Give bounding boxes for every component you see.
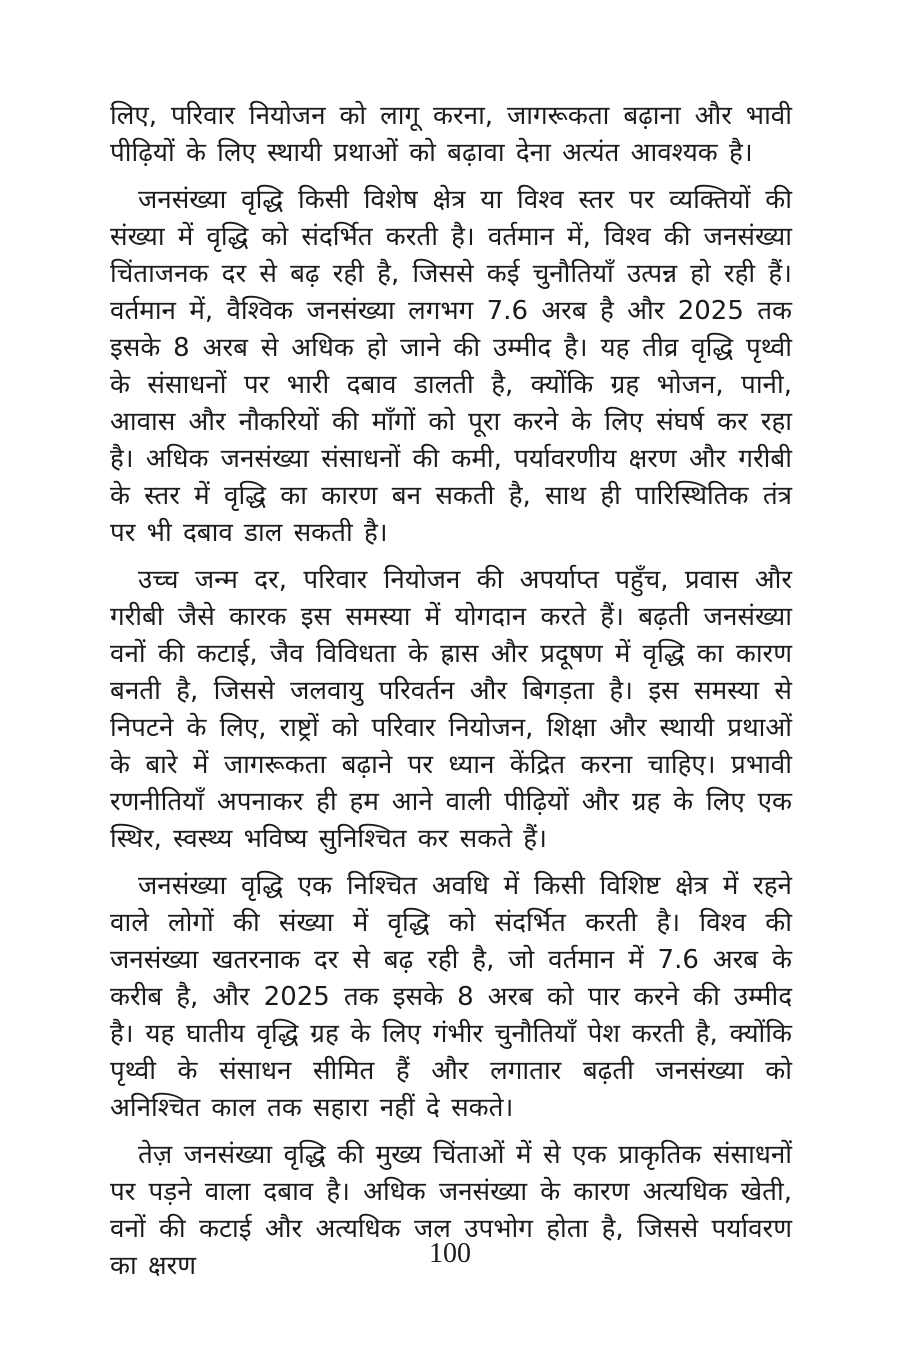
paragraph-continuation: लिए, परिवार नियोजन को लागू करना, जागरूकता बढ़ाना और भावी पीढ़ियों के लिए स्थायी प्रथाओं को बढ़ावा देना अत्यंत आवश्यक है। [110, 101, 792, 168]
text-body [110, 98, 792, 1295]
page-number: 100 [429, 1238, 471, 1269]
paragraph-population-growth-definition: जनसंख्या वृद्धि किसी विशेष क्षेत्र या विश्व स्तर पर व्यक्तियों की संख्या में वृद्धि को संदर्भित करती है। वर्तमान में, विश्व की जनसंख्या चिंताजनक दर से बढ़ रही है, जिससे कई चुनौतियाँ उत्पन्न हो रही हैं। वर्तमान में, वैश्विक जनसंख्या लगभग 7.6 अरब है और 2025 तक इसके 8 अरब से अधिक हो जाने की उम्मीद है। यह तीव्र वृद्धि पृथ्वी के संसाधनों पर भारी दबाव डालती है, क्योंकि ग्रह भोजन, पानी, आवास और नौकरियों की माँगों को पूरा करने के लिए संघर्ष कर रहा है। अधिक जनसंख्या संसाधनों की कमी, पर्यावरणीय क्षरण और गरीबी के स्तर में वृद्धि का कारण बन सकती है, साथ ही पारिस्थितिक तंत्र पर भी दबाव डाल सकती है। [110, 185, 792, 548]
paragraph-resource-pressure: तेज़ जनसंख्या वृद्धि की मुख्य चिंताओं में से एक प्राकृतिक संसाधनों पर पड़ने वाला दबाव है। अधिक जनसंख्या के कारण अत्यधिक खेती, वनों की कटाई और अत्यधिक जल उपभोग होता है, जिससे पर्यावरण का क्षरण [110, 1140, 792, 1281]
paragraph-causes-and-strategies: उच्च जन्म दर, परिवार नियोजन की अपर्याप्त पहुँच, प्रवास और गरीबी जैसे कारक इस समस्या में योगदान करते हैं। बढ़ती जनसंख्या वनों की कटाई, जैव विविधता के ह्रास और प्रदूषण में वृद्धि का कारण बनती है, जिससे जलवायु परिवर्तन और बिगड़ता है। इस समस्या से निपटने के लिए, राष्ट्रों को परिवार नियोजन, शिक्षा और स्थायी प्रथाओं के बारे में जागरूकता बढ़ाने पर ध्यान केंद्रित करना चाहिए। प्रभावी रणनीतियाँ अपनाकर ही हम आने वाली पीढ़ियों और ग्रह के लिए एक स्थिर, स्वस्थ्य भविष्य सुनिश्चित कर सकते हैं। [110, 565, 792, 854]
paragraph-exponential-growth: जनसंख्या वृद्धि एक निश्चित अवधि में किसी विशिष्ट क्षेत्र में रहने वाले लोगों की संख्या में वृद्धि को संदर्भित करती है। विश्व की जनसंख्या खतरनाक दर से बढ़ रही है, जो वर्तमान में 7.6 अरब के करीब है, और 2025 तक इसके 8 अरब को पार करने की उम्मीद है। यह घातीय वृद्धि ग्रह के लिए गंभीर चुनौतियाँ पेश करती है, क्योंकि पृथ्वी के संसाधन सीमित हैं और लगातार बढ़ती जनसंख्या को अनिश्चित काल तक सहारा नहीं दे सकते। [110, 871, 792, 1123]
